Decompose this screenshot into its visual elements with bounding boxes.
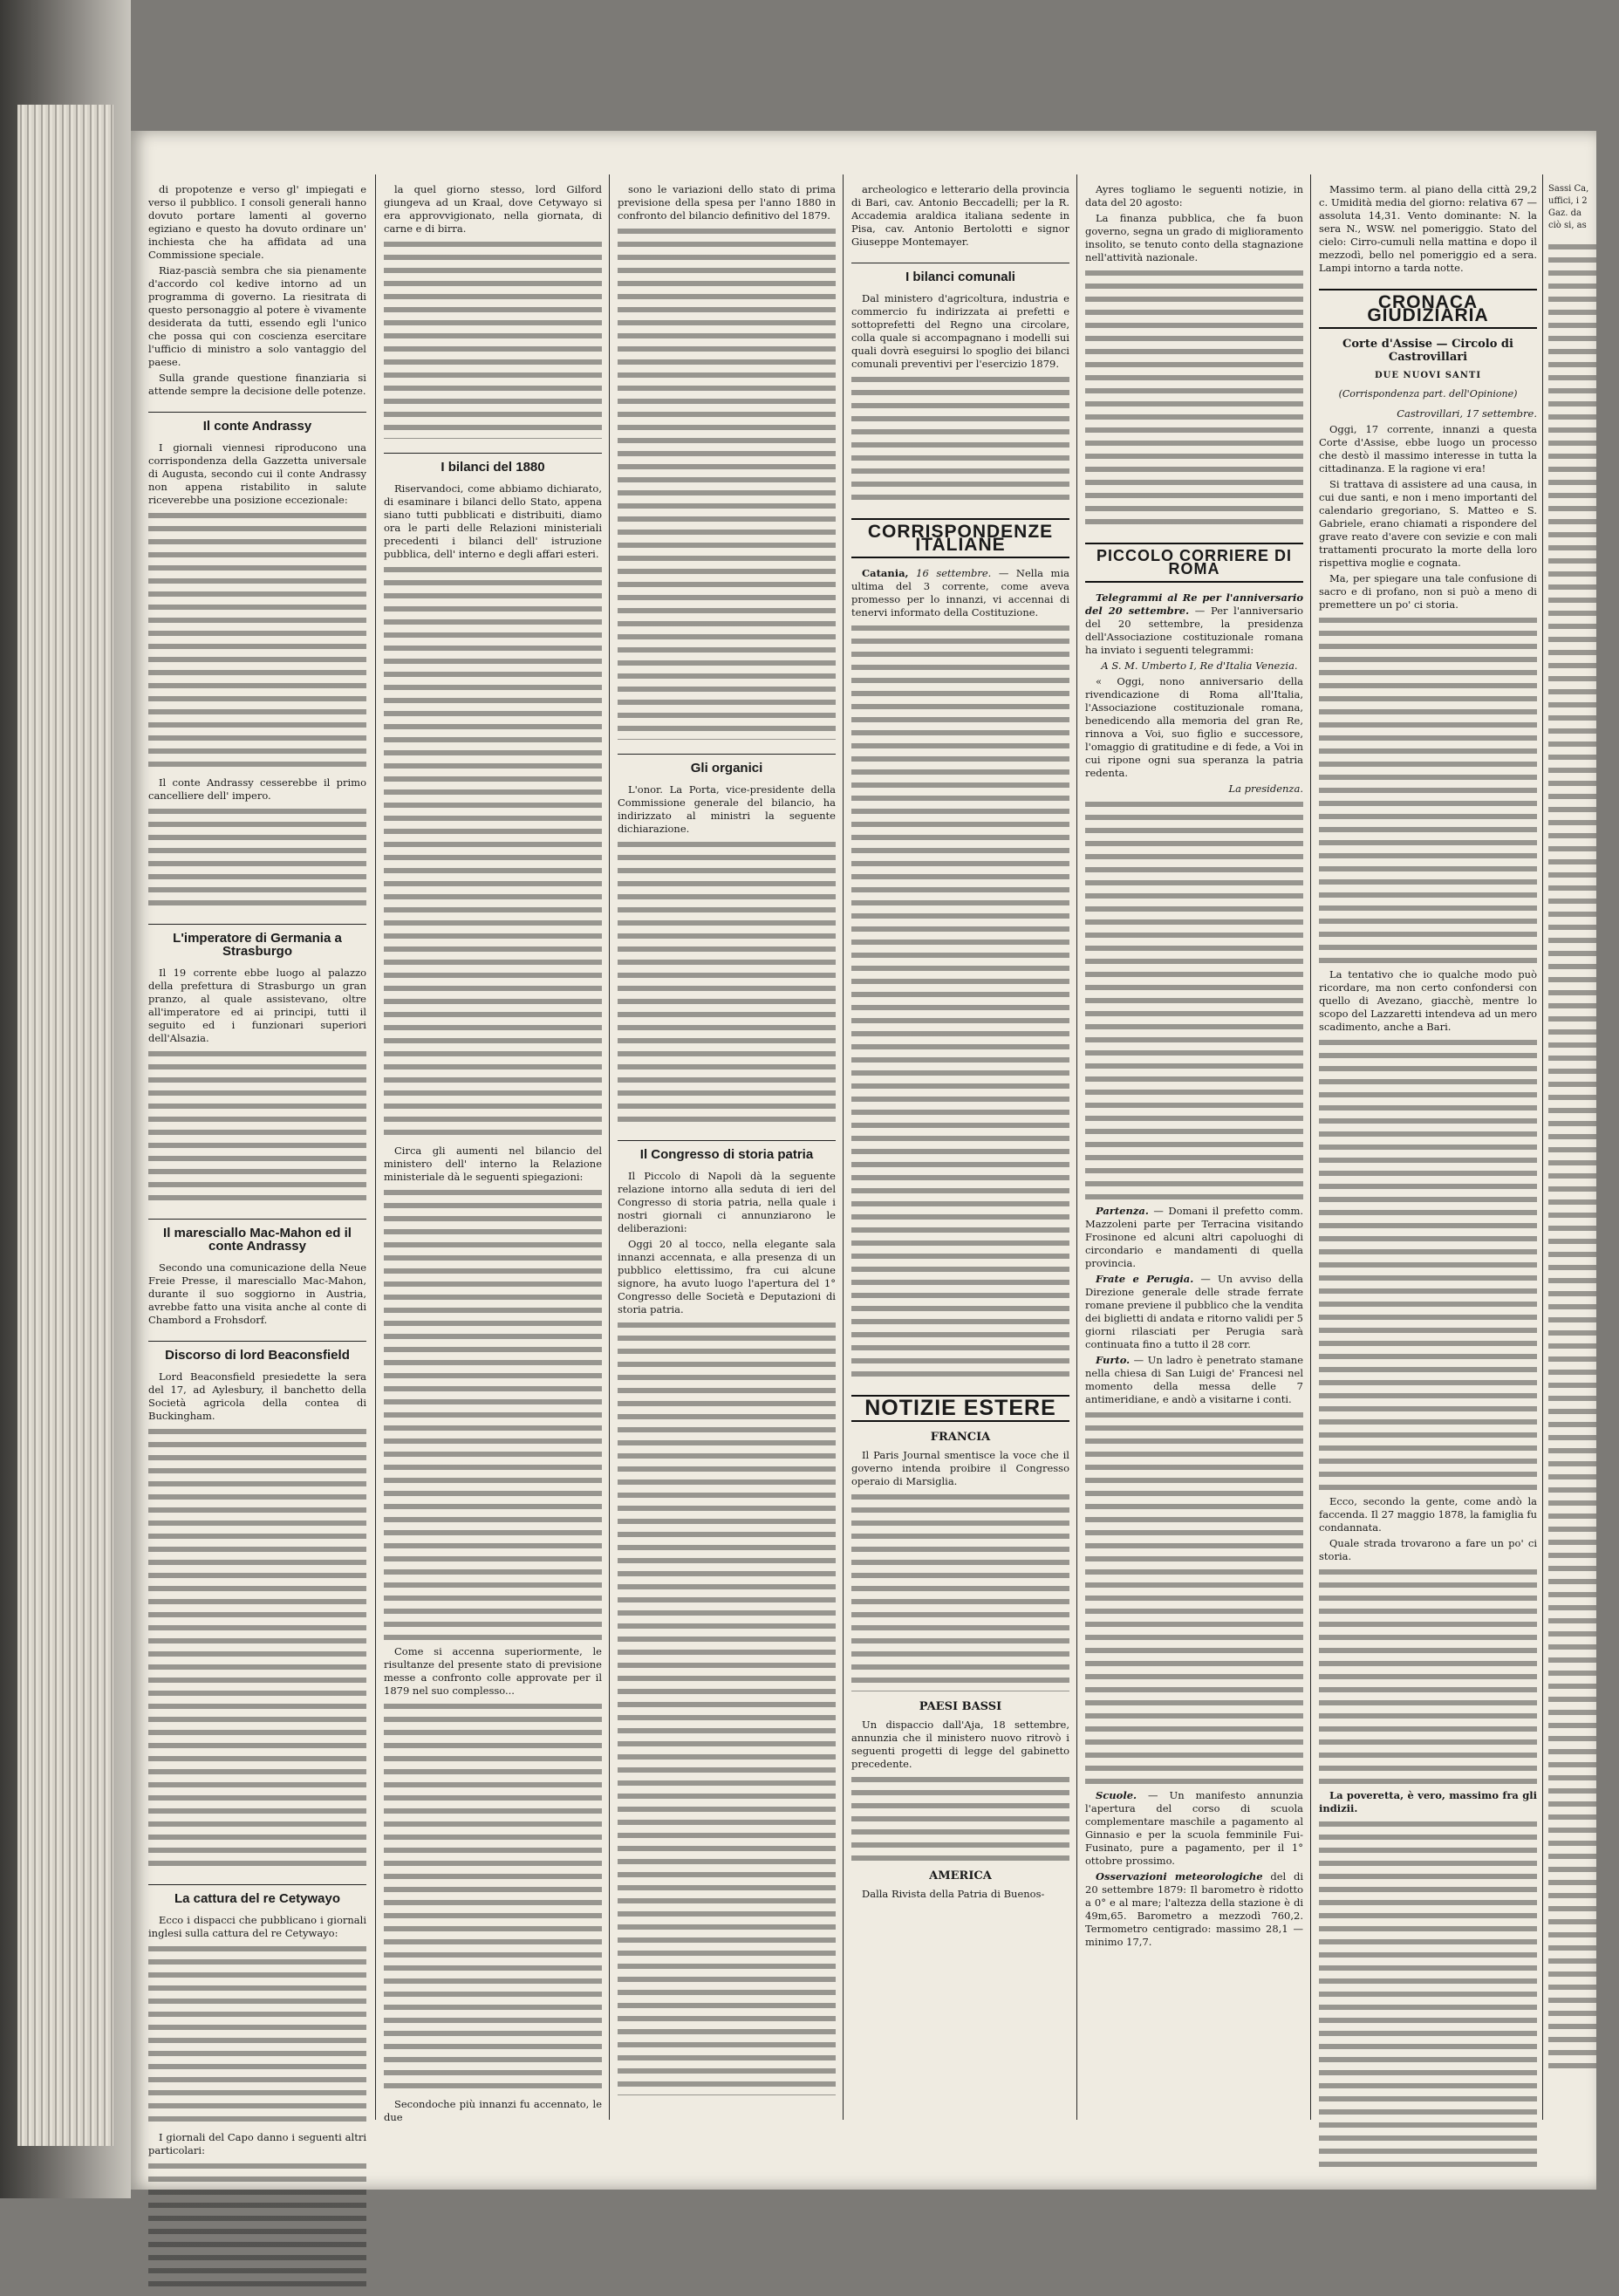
article-body-lines [851,1491,1069,1691]
column-rule [609,174,610,2120]
article-text: Un dispaccio dall'Aja, 18 settembre, annunzia che il ministero nuovo ritrovò i seguenti progetti di legge del gabinetto precedente. [851,1719,1069,1770]
article-text: Si trattava di assistere ad una causa, in cui due santi, e non i meno importanti del calendario gregoriano, S. Matteo e S. Gabriele, erano chiamati a rispondere del grave reato d'avere con sevizie e con mali trattamenti procurato la morte della loro rispettiva moglie e cognata. [1319,478,1537,569]
section-banner: PICCOLO CORRIERE DI ROMA [1085,543,1303,583]
article-body-lines [851,373,1069,504]
article-body-lines [618,838,836,1126]
column-rule [843,174,844,2120]
article-text: La poveretta, è vero, massimo fra gli indizii. [1319,1789,1537,1814]
article-text: Riservandoci, come abbiamo dichiarato, di esaminare i bilanci dello Stato, appena siano tutti pubblicati e distribuiti, diamo ora le parti delle Relazioni ministeriali precedenti i bilanci dell' istruzione pubblica, dell' interno e degli affari esteri. [384,482,602,560]
article-text: Come si accenna superiormente, le risultanze del presente stato di previsione messe a confronto colle approvate per il 1879 nel suo complesso... [384,1645,602,1697]
article-text: Dalla Rivista della Patria di Buenos- [862,1888,1045,1900]
article-text: — Per l'anniversario del 20 settembre, la presidenza dell'Associazione costituzionale romana ha inviato i seguenti telegrammi: [1085,605,1303,656]
article-text [851,567,1069,619]
column-3 [618,183,836,2101]
article-text [1085,1354,1303,1406]
fragment-text: Sassi Ca, uffici, i 2 Gaz. da ciò si, as [1548,184,1589,230]
section-heading: I bilanci comunali [851,263,1069,284]
subsection-heading: Corte d'Assise — Circolo di Castrovillari [1342,338,1513,364]
column-1 [148,183,366,2296]
item-heading: Frate e Perugia. [1096,1273,1194,1285]
item-heading: Telegrammi al Re per l'anniversario del 20 settembre. [1085,591,1303,617]
article-text: Il Piccolo di Napoli dà la seguente relazione intorno alla seduta di ieri del Congresso di storia patria, nella quale i nostri giornali ci annunziarono le deliberazioni: [618,1170,836,1234]
section-heading: Gli organici [618,754,836,775]
article-body-lines [148,1048,366,1205]
article-text: Il 19 corrente ebbe luogo al palazzo della prefettura di Strasburgo un gran pranzo, al quale assistevano, oltre all'imperatore ed ai principi, tutti il seguito ed i funzionari superiori dell'Alsazia. [148,967,366,1044]
article-body-lines [618,1319,836,2095]
section-heading: La cattura del re Cetywayo [148,1884,366,1905]
column-2 [384,183,602,2127]
item-heading: Osservazioni meteorologiche [1096,1870,1263,1883]
article-body-lines [1319,614,1537,963]
article-text: Secondo una comunicazione della Neue Freie Presse, il maresciallo Mac-Mahon, durante il suo soggiorno in Austria, avrebbe fatto una visita anche al conte di Chambord a Frohsdorf. [148,1261,366,1326]
column-rule [1310,174,1311,2120]
article-text: La tentativo che io qualche modo può ricordare, ma non certo confondersi con quello di Avezano, giacchè, mentre lo scopo del Lazzaretti intendeva ad un mero scadimento, anche a Bari. [1319,968,1537,1033]
article-body-lines [618,225,836,740]
item-heading: Furto. [1096,1354,1131,1366]
subsection-heading: PAESI BASSI [919,1700,1002,1713]
subsection-heading: AMERICA [929,1869,992,1883]
article-text: — Un avviso della Direzione generale delle strade ferrate romane previene il pubblico che la vendita dei biglietti di andata e ritorno validi per 5 giorni rilasciati per Perugia sarà continuata fino a tutto il 28 corr. [1085,1273,1303,1350]
adjacent-page-fragment [1548,183,1596,2137]
article-body-lines [1319,1818,1537,2167]
dateline-place: Catania, [862,567,909,579]
item-heading: Partenza. [1096,1205,1149,1217]
article-text: del di 20 settembre 1879: Il barometro è ridotto a 0° e al mare; l'altezza della stazione è di 49m,65. Barometro a mezzodì 760,2. Termometro centigrado: massimo 28,1 — minimo 17,7. [1085,1870,1303,1948]
article-text: — Domani il prefetto comm. Mazzoleni parte per Terracina visitando Frosinone ed alcuni altri capoluoghi di circondario e mandamenti di quella provincia. [1085,1205,1303,1269]
article-text: Sulla grande questione finanziaria si attende sempre la decisione delle potenze. [148,372,366,397]
article-text: Circa gli aumenti nel bilancio del ministero dell' interno la Relazione ministeriale dà le seguenti spiegazioni: [384,1145,602,1183]
article-text: Riaz-pascià sembra che sia pienamente d'accordo col kedive intorno ad un programma di governo. La riesitrata di questo personaggio al potere è vivamente desiderata da tutti, essendo egli l'unico che possa qui con coscienza esercitare l'ufficio di ministro a solo vantaggio del paese. [148,264,366,368]
article-text: I giornali viennesi riproducono una corrispondenza della Gazzetta universale di Augusta, secondo cui il conte Andrassy non appena ristabilito in salute riceverebbe una posizione eccezionale: [148,441,366,506]
signature: La presidenza. [1228,782,1303,795]
item-heading: Scuole. [1096,1789,1137,1801]
article-body-lines [384,564,602,1139]
section-heading: Il Congresso di storia patria [618,1140,836,1161]
article-body-lines [148,805,366,910]
article-text: Il Paris Journal smentisce la voce che il governo intenda proibire il Congresso operaio di Marsiglia. [851,1449,1069,1487]
article-body-lines [148,1425,366,1870]
article-text [1085,1205,1303,1270]
article-text [1085,1273,1303,1351]
article-text: — Un ladro è penetrato stamane nella chiesa di San Luigi de' Francesi nel momento della messa delle 7 antimeridiane, e andò a visitarne i conti. [1085,1354,1303,1405]
article-text: — Nella mia ultima del 3 corrente, come aveva promesso per lo innanzi, vi accennai di tenervi informato della Costituzione. [851,567,1069,618]
article-body-lines [1085,798,1303,1199]
article-text [1085,1870,1303,1949]
article-body-lines [1319,1036,1537,1490]
article-body-lines [1085,1409,1303,1784]
article-text: L'onor. La Porta, vice-presidente della Commissione generale del bilancio, ha indirizzato al ministri la seguente dichiarazione. [618,783,836,835]
fragment-lines [1548,241,1596,2073]
article-body-lines [851,622,1069,1381]
article-text: sono le variazioni dello stato di prima previsione della spesa per l'anno 1880 in confronto del bilancio definitivo del 1879. [618,183,836,222]
book-binding [0,0,131,2198]
article-text: Secondoche più innanzi fu accennato, le due [384,2098,602,2123]
newspaper-page [131,131,1596,2190]
article-text: archeologico e letterario della provincia di Bari, cav. Antonio Beccadelli; per la R. Accademia araldica italiana sedente in Pisa, cav. Antonio Bertolotti e signor Giuseppe Montemayer. [851,183,1069,248]
article-body-lines [384,1186,602,1640]
article-body-lines [148,1943,366,2126]
article-body-lines [1319,1566,1537,1784]
section-banner: CRONACA GIUDIZIARIA [1319,289,1537,329]
article-text: Oggi 20 al tocco, nella elegante sala innanzi accennata, e alla presenza di un pubblico elettissimo, fra cui alcune signore, ha avuto luogo l'apertura del 1° Congresso delle Società e Deputazioni di storia patria. [618,1238,836,1315]
section-heading: I bilanci del 1880 [384,453,602,474]
article-text: Ayres togliamo le seguenti notizie, in data del 20 agosto: [1085,183,1303,208]
dateline-date: 16 settembre. [916,567,992,579]
addressee: A S. M. Umberto I, Re d'Italia Venezia. [1101,659,1298,672]
subsection-heading: DUE NUOVI SANTI [1374,371,1482,380]
article-body-lines [148,2160,366,2291]
article-text: Ecco i dispacci che pubblicano i giornali inglesi sulla cattura del re Cetywayo: [148,1914,366,1939]
article-text: Il conte Andrassy cesserebbe il primo cancelliere dell' impero. [148,776,366,802]
section-banner: NOTIZIE ESTERE [851,1395,1069,1422]
article-body-lines [384,1700,602,2093]
article-text: La finanza pubblica, che fa buon governo, segna un grado di miglioramento insolito, se tenuto conto della stagnazione nell'attività nazionale. [1085,212,1303,263]
article-text: « Oggi, nono anniversario della rivendicazione di Roma all'Italia, l'Associazione costituzionale romana, benedicendo alla memoria del gran Re, rinnova a Voi, suo figlio e successore, l'omaggio di gratitudine e di fede, a Voi in cui ripone ogni sua speranza la patria redenta. [1085,675,1303,779]
article-text: la quel giorno stesso, lord Gilford giungeva ad un Kraal, dove Cetywayo si era approvvigionato, nella giornata, di carne e di birra. [384,183,602,235]
article-body-lines [384,238,602,439]
column-5 [1085,183,1303,1951]
article-body-lines [1085,267,1303,529]
section-heading: L'imperatore di Germania a Strasburgo [148,924,366,958]
article-text: Lord Beaconsfield presiedette la sera del 17, ad Aylesbury, il banchetto della Società agricola della contea di Buckingham. [148,1370,366,1422]
column-6 [1319,183,1537,2172]
article-text: Ma, per spiegare una tale confusione di sacro e di profano, non si può a meno di premettere un po' ci storia. [1319,572,1537,611]
article-body-lines [148,509,366,771]
article-text: di propotenze e verso gl' impiegati e verso il pubblico. I consoli generali hanno dovuto portare lamenti al governo egiziano e questo ha dovuto ordinare un' inchiesta che ha affidata ad una Commissione speciale. [148,183,366,261]
article-text [1085,1789,1303,1868]
section-heading: Discorso di lord Beaconsfield [148,1341,366,1362]
column-rule [375,174,376,2120]
article-text: Quale strada trovarono a fare un po' ci storia. [1319,1537,1537,1562]
column-rule [1076,174,1077,2120]
section-banner: CORRISPONDENZE ITALIANE [851,518,1069,558]
column-rule [1542,174,1543,2120]
dateline: Castrovillari, 17 settembre. [1397,407,1537,420]
subsection-heading: FRANCIA [930,1431,991,1444]
column-4 [851,183,1069,1903]
page-stack-edges [17,105,113,2146]
article-text: Dal ministero d'agricoltura, industria e commercio fu indirizzata ai prefetti e sottoprefetti del Regno una circolare, colla quale si accompagnano i modelli sui quali dovrà eseguirsi lo spoglio dei bilanci comunali preventivi per l'esercizio 1879. [851,292,1069,370]
section-heading: Il maresciallo Mac-Mahon ed il conte Andrassy [148,1219,366,1253]
article-text: I giornali del Capo danno i seguenti altri particolari: [148,2131,366,2156]
article-text: Oggi, 17 corrente, innanzi a questa Corte d'Assise, ebbe luogo un processo che destò il massimo interesse in tutta la cittadinanza. E la ragione vi era! [1319,423,1537,475]
article-text: — Un manifesto annunzia l'apertura del corso di scuola complementare maschile a pagamento al Ginnasio e per la scuola femminile Fui-Fusinato, pure a pagamento, per il 1° ottobre prossimo. [1085,1789,1303,1867]
article-body-lines [851,1773,1069,1861]
article-text: Massimo term. al piano della città 29,2 c. Umidità media del giorno: relativa 67 — assoluta 14,31. Vento dominante: N. la sera N., WSW. nel pomeriggio. Stato del cielo: Cirro-cumuli nella mattina e dopo il mezzodì, bello nel pomeriggio ed a sera. Lampi intorno a tarda notte. [1319,183,1537,274]
article-text [1085,591,1303,657]
section-heading: Il conte Andrassy [148,412,366,433]
article-text: Ecco, secondo la gente, come andò la faccenda. Il 27 maggio 1878, la famiglia fu condannata. [1319,1495,1537,1534]
byline: (Corrispondenza part. dell'Opinione) [1338,388,1518,400]
